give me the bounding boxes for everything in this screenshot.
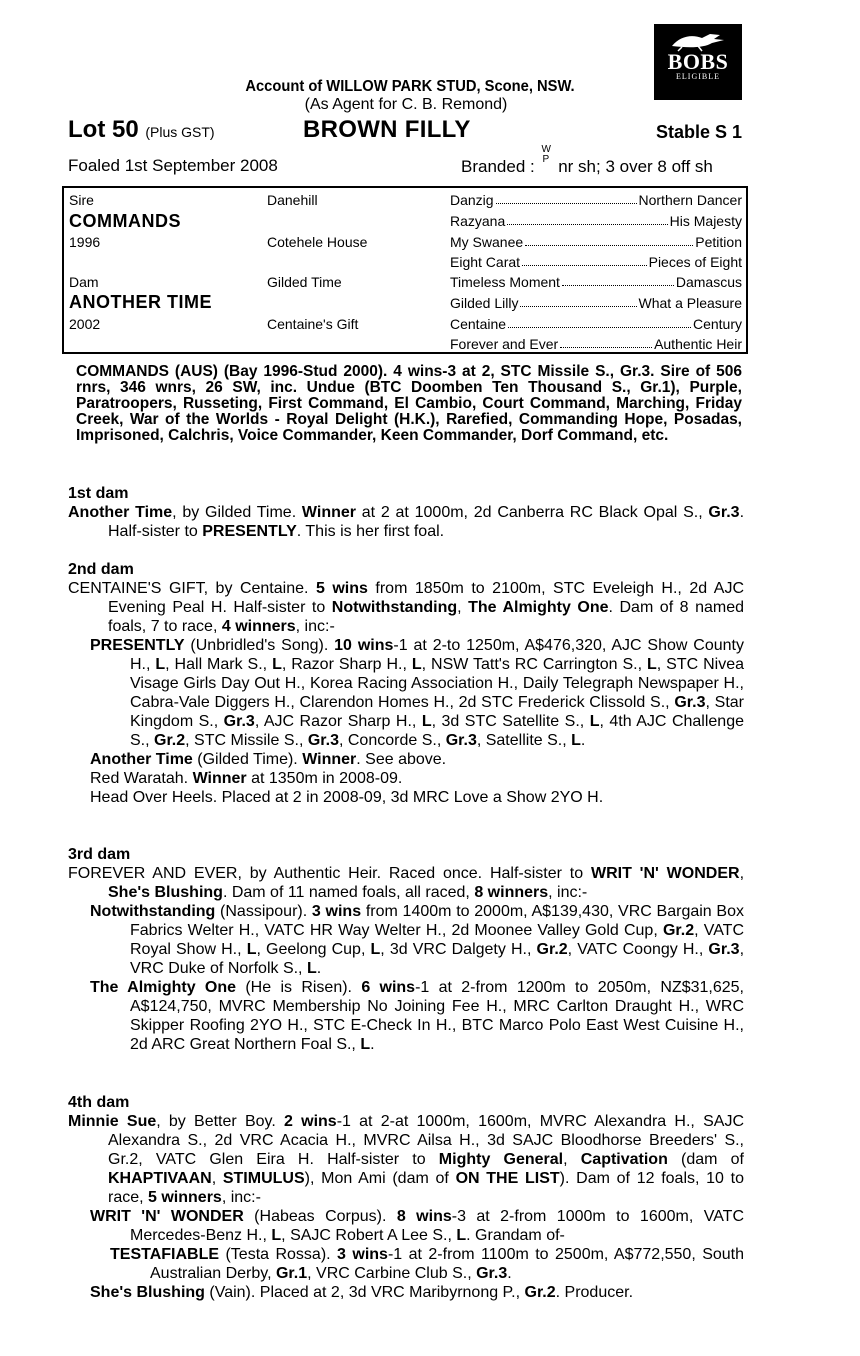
sire-dam: Cotehele House: [267, 234, 368, 250]
stable-label: Stable S 1: [655, 122, 742, 142]
foaled-date: Foaled 1st September 2008: [68, 156, 278, 175]
dam-entry: CENTAINE'S GIFT, by Centaine. 5 wins from 1850m to 2100m, STC Eveleigh H., 2d AJC Evening Peal H. Half-sister to Notwithstanding, The Almighty One. Dam of 8 named foals, 7 to race, 4 winners, inc:-: [68, 580, 744, 635]
lot-row: [68, 116, 744, 148]
logo-title: BOBS: [667, 49, 729, 74]
first-dam-section: [68, 484, 744, 541]
progeny-entry: The Almighty One (He is Risen). 6 wins-1 at 2-from 1200m to 2050m, NZ$31,625, A$124,750, MVRC Membership No Joining Fee H., MRC Carlton Draught H., WRC Skipper Roofing 2YO H., STC E-Check In H., BTC Marco Polo East West Cuisine H., 2d ARC Great Northern Foal S., L.: [90, 979, 745, 1053]
section-heading: 1st dam: [68, 485, 129, 502]
brand-mark: W P: [541, 144, 551, 165]
dam-sire: Gilded Time: [267, 274, 342, 290]
progeny-entry: WRIT 'N' WONDER (Habeas Corpus). 8 wins-3 at 2-from 1000m to 1600m, VATC Mercedes-Benz H., L, SAJC Robert A Lee S., L. Grandam of-: [90, 1208, 745, 1244]
progeny-entry: PRESENTLY (Unbridled's Song). 10 wins-1 at 2-to 1250m, A$476,320, AJC Show County H., L, Hall Mark S., L, Razor Sharp H., L, NSW Tatt's RC Carrington S., L, STC Nivea Visage Girls Day Out H., Korea Racing Association H., Daily Telegraph Newspaper H., Cabra-Vale Diggers H., Clarendon Homes H., 2d STC Frederick Clissold S., Gr.3, Star Kingdom S., Gr.3, AJC Razor Sharp H., L, 3d STC Satellite S., L, 4th AJC Challenge S., Gr.2, STC Missile S., Gr.3, Concorde S., Gr.3, Satellite S., L.: [90, 637, 745, 749]
progeny-entry: Another Time (Gilded Time). Winner. See above.: [90, 751, 447, 768]
sire-sire: Danehill: [267, 192, 318, 208]
dam-entry: FOREVER AND EVER, by Authentic Heir. Raced once. Half-sister to WRIT 'N' WONDER, She's Blushing. Dam of 11 named foals, all raced, 8 winners, inc:-: [68, 865, 745, 901]
dam-dam: Centaine's Gift: [267, 316, 359, 332]
sire-label: Sire: [69, 192, 94, 208]
grandparent-row: Razyana His Majesty: [450, 213, 742, 229]
section-heading: 4th dam: [68, 1094, 130, 1111]
section-heading: 3rd dam: [68, 846, 131, 863]
progeny-entry: Notwithstanding (Nassipour). 3 wins from 1400m to 2000m, A$139,430, VRC Bargain Box Fabrics Welter H., VATC HR Way Welter H., 2d Moonee Valley Gold Cup, Gr.2, VATC Royal Show H., L, Geelong Cup, L, 3d VRC Dalgety H., Gr.2, VATC Coongy H., Gr.3, VRC Duke of Norfolk S., L.: [90, 903, 745, 977]
dam-label: Dam: [69, 274, 99, 290]
grandparent-row: Eight Carat Pieces of Eight: [450, 254, 742, 270]
dam-entry: Another Time, by Gilded Time. Winner at 2 at 1000m, 2d Canberra RC Black Opal S., Gr.3. Half-sister to PRESENTLY. This is her first foal.: [68, 504, 745, 540]
agent-line: (As Agent for C. B. Remond): [304, 96, 508, 113]
third-dam-section: [68, 845, 744, 1054]
progeny-entry: TESTAFIABLE (Testa Rossa). 3 wins-1 at 2-from 1100m to 2500m, A$772,550, South Australian Derby, Gr.1, VRC Carbine Club S., Gr.3.: [110, 1246, 745, 1282]
dam-name: ANOTHER TIME: [69, 292, 212, 312]
branded-line: Branded : W P nr sh; 3 over 8 off sh: [461, 144, 713, 176]
vendor-line: Account of WILLOW PARK STUD, Scone, NSW.: [245, 78, 575, 95]
grandparent-row: Danzig Northern Dancer: [450, 192, 742, 208]
fourth-dam-section: [68, 1093, 744, 1302]
section-heading: 2nd dam: [68, 561, 134, 578]
second-dam-section: [68, 560, 744, 807]
dam-year: 2002: [69, 316, 101, 332]
dam-entry: Minnie Sue, by Better Boy. 2 wins-1 at 2-at 1000m, 1600m, MVRC Alexandra H., SAJC Alexandra S., 2d VRC Acacia H., MVRC Ailsa H., 3d SAJC Bloodhorse Breeders' S., Gr.2, VATC Glen Eira H. Half-sister to Mighty General, Captivation (dam of KHAPTIVAAN, STIMULUS), Mon Ami (dam of ON THE LIST). Dam of 12 foals, 10 to race, 5 winners, inc:-: [68, 1113, 745, 1206]
horse-description: BROWN FILLY: [303, 116, 471, 143]
grandparent-row: Forever and Ever Authentic Heir: [450, 336, 742, 352]
progeny-entry: Red Waratah. Winner at 1350m in 2008-09.: [90, 770, 403, 787]
grandparent-row: My Swanee Petition: [450, 234, 742, 250]
grandparent-row: Centaine Century: [450, 316, 742, 332]
gst-note: (Plus GST): [145, 124, 215, 140]
sire-summary: COMMANDS (AUS) (Bay 1996-Stud 2000). 4 wins-3 at 2, STC Missile S., Gr.3. Sire of 506 rnrs, 346 wnrs, 26 SW, inc. Undue (BTC Doomben Ten Thousand S., Gr.1), Purple, Paratroopers, Russeting, First Command, El Cambio, Court Command, Marching, Friday Creek, War of the Worlds - Royal Delight (H.K.), Rarefied, Commanding Hope, Posadas, Imprisoned, Calchris, Voice Commander, Keen Commander, Dorf Command, etc.: [76, 363, 742, 444]
sire-year: 1996: [69, 234, 101, 250]
lot-number: Lot 50 (Plus GST): [68, 116, 215, 143]
logo-subtitle: ELIGIBLE: [676, 72, 720, 81]
progeny-entry: Head Over Heels. Placed at 2 in 2008-09, 3d MRC Love a Show 2YO H.: [90, 789, 604, 806]
sire-name: COMMANDS: [69, 211, 181, 231]
grandparent-row: Gilded Lilly What a Pleasure: [450, 295, 742, 311]
grandparent-row: Timeless Moment Damascus: [450, 274, 742, 290]
progeny-entry: She's Blushing (Vain). Placed at 2, 3d VRC Maribyrnong P., Gr.2. Producer.: [90, 1284, 634, 1301]
pedigree-table: [62, 186, 748, 354]
